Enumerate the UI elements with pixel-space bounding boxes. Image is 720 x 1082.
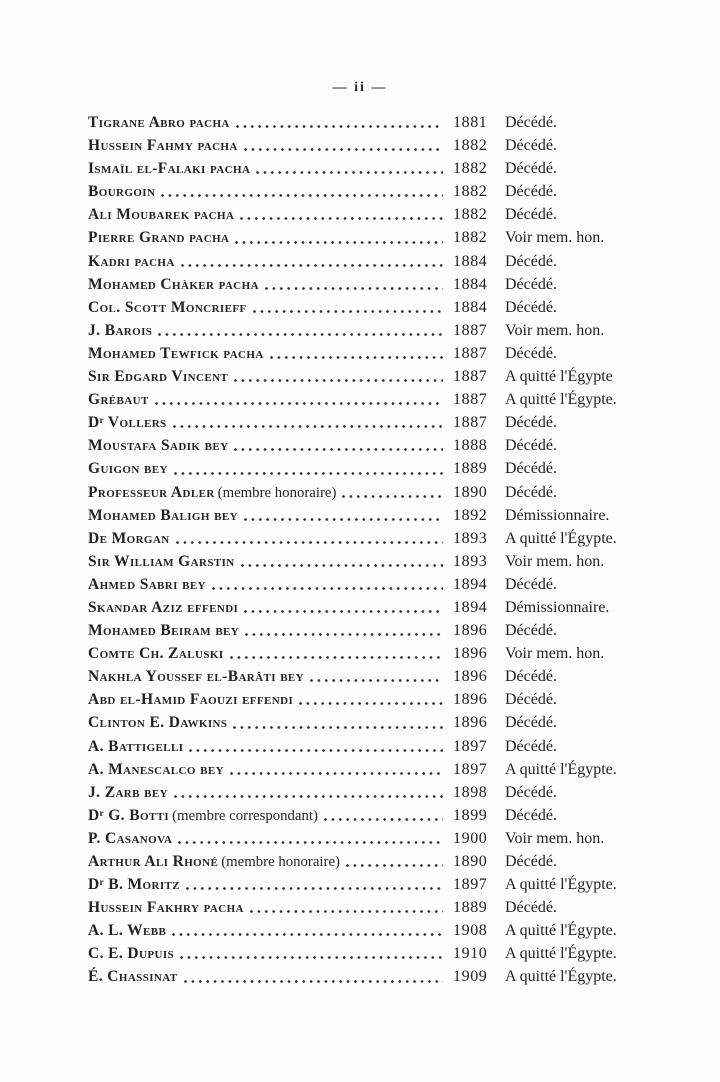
member-status: Décédé.	[505, 575, 557, 593]
member-name: Skandar Aziz effendi	[88, 598, 239, 616]
member-year: 1887	[453, 321, 488, 339]
member-year: 1896	[453, 714, 488, 732]
member-row	[88, 319, 640, 342]
member-row	[88, 919, 640, 942]
member-year: 1888	[453, 437, 488, 455]
member-row	[88, 850, 640, 873]
dot-leader	[245, 633, 443, 636]
member-year: 1889	[453, 460, 488, 478]
dot-leader	[342, 495, 443, 498]
dot-leader	[235, 241, 443, 244]
member-year: 1884	[453, 252, 488, 270]
member-row	[88, 642, 640, 665]
member-row	[88, 111, 640, 134]
member-name: Mohamed Tewfick pacha	[88, 344, 264, 362]
dot-leader	[180, 956, 443, 959]
member-status: Décédé.	[505, 206, 557, 224]
dot-leader	[241, 564, 443, 567]
member-row	[88, 157, 640, 180]
member-name: Grébaut	[88, 391, 149, 409]
dot-leader	[176, 541, 443, 544]
member-year: 1882	[453, 183, 488, 201]
member-row	[88, 758, 640, 781]
member-row	[88, 965, 640, 988]
member-row	[88, 273, 640, 296]
member-status: Démissionnaire.	[505, 506, 610, 524]
member-row	[88, 203, 640, 226]
dot-leader	[253, 310, 443, 313]
dot-leader	[189, 749, 443, 752]
member-name: Pierre Grand pacha	[88, 229, 230, 247]
member-status: Décédé.	[505, 691, 557, 709]
dot-leader	[234, 379, 443, 382]
member-name: Tigrane Abro pacha	[88, 114, 230, 131]
member-row	[88, 481, 640, 504]
dot-leader	[158, 333, 443, 336]
member-name: Clinton E. Dawkins	[88, 714, 228, 732]
member-year: 1887	[453, 391, 488, 409]
dot-leader	[174, 472, 443, 475]
member-year: 1909	[453, 968, 488, 986]
member-row	[88, 827, 640, 850]
member-note: (membre honoraire)	[221, 854, 340, 870]
member-year: 1908	[453, 922, 488, 940]
member-year: 1884	[453, 298, 488, 316]
member-status: Démissionnaire.	[505, 598, 610, 616]
dot-leader	[234, 448, 443, 451]
member-status: A quitté l'Égypte	[505, 368, 613, 386]
dot-leader	[310, 679, 443, 682]
member-year: 1910	[453, 945, 488, 963]
member-year: 1897	[453, 876, 488, 894]
member-status: Décédé.	[505, 483, 557, 501]
member-year: 1887	[453, 414, 488, 432]
member-name: Mohamed Chàker pacha	[88, 275, 259, 293]
member-status: Décédé.	[505, 737, 557, 755]
member-year: 1893	[453, 529, 488, 547]
dot-leader	[256, 171, 443, 174]
member-year: 1896	[453, 622, 488, 640]
member-row	[88, 688, 640, 711]
member-name: P. Casanova	[88, 829, 173, 847]
member-status: Décédé.	[505, 806, 557, 824]
dot-leader	[270, 356, 443, 359]
member-status: Décédé.	[505, 344, 557, 362]
dot-leader	[236, 125, 443, 128]
dot-leader	[174, 795, 443, 798]
member-status: Décédé.	[505, 622, 557, 640]
member-row	[88, 896, 640, 919]
member-row	[88, 527, 640, 550]
member-name: Ahmed Sabri bey	[88, 575, 206, 593]
member-row	[88, 504, 640, 527]
member-status: A quitté l'Égypte.	[505, 876, 617, 894]
member-status: Décédé.	[505, 414, 557, 432]
member-name: Dʳ B. Moritz	[88, 876, 180, 894]
dot-leader	[186, 887, 443, 890]
member-row	[88, 711, 640, 734]
member-row	[88, 873, 640, 896]
member-status: Décédé.	[505, 460, 557, 478]
member-name: J. Barois	[88, 321, 153, 339]
member-status: Voir mem. hon.	[505, 645, 605, 663]
member-status: Décédé.	[505, 668, 557, 686]
member-name: Ali Moubarek pacha	[88, 206, 235, 224]
member-status: Décédé.	[505, 714, 557, 732]
member-year: 1890	[453, 853, 488, 870]
member-name: Comte Ch. Zaluski	[88, 645, 224, 663]
member-year: 1899	[453, 806, 488, 824]
member-name: Bourgoin	[88, 183, 156, 201]
dot-leader	[173, 425, 443, 428]
member-status: Décédé.	[505, 252, 557, 270]
member-name: Sir William Garstin	[88, 552, 235, 570]
member-name: Dʳ Vollers	[88, 414, 167, 432]
member-year: 1894	[453, 575, 488, 593]
dot-leader	[172, 933, 443, 936]
member-row	[88, 550, 640, 573]
member-row	[88, 665, 640, 688]
member-year: 1884	[453, 275, 488, 293]
member-row	[88, 411, 640, 434]
member-row	[88, 735, 640, 758]
member-name: Abd el-Hamid Faouzi effendi	[88, 691, 294, 709]
dot-leader	[178, 841, 443, 844]
member-row	[88, 250, 640, 273]
member-year: 1900	[453, 829, 488, 847]
member-name: Moustafa Sadik bey	[88, 437, 229, 455]
dot-leader	[212, 587, 443, 590]
dot-leader	[265, 287, 443, 290]
member-status: A quitté l'Égypte.	[505, 922, 617, 940]
member-row	[88, 226, 640, 249]
member-row	[88, 942, 640, 965]
member-name: Sir Edgard Vincent	[88, 368, 229, 386]
member-status: Voir mem. hon.	[505, 321, 605, 339]
dot-leader	[155, 402, 443, 405]
member-status: A quitté l'Égypte.	[505, 529, 617, 547]
member-year: 1889	[453, 899, 488, 917]
member-name: Dʳ G. Botti	[88, 806, 170, 824]
dot-leader	[230, 656, 444, 659]
member-year: 1887	[453, 344, 488, 362]
member-year: 1882	[453, 160, 488, 178]
member-status: Décédé.	[505, 114, 557, 131]
member-status: Voir mem. hon.	[505, 229, 605, 247]
dot-leader	[161, 194, 443, 197]
member-status: Décédé.	[505, 275, 557, 293]
dot-leader	[324, 818, 443, 821]
member-row	[88, 457, 640, 480]
member-name: A. Manescalco bey	[88, 760, 224, 778]
member-name: A. L. Webb	[88, 922, 167, 940]
dot-leader	[299, 702, 443, 705]
member-note: (membre correspondant)	[172, 807, 318, 824]
member-name: A. Battigelli	[88, 737, 184, 755]
member-year: 1897	[453, 760, 488, 778]
member-year: 1897	[453, 737, 488, 755]
member-status: Décédé.	[505, 137, 557, 155]
member-row	[88, 342, 640, 365]
member-status: A quitté l'Égypte.	[505, 760, 617, 778]
member-year: 1882	[453, 229, 488, 247]
member-note: (membre honoraire)	[217, 484, 337, 501]
member-name: Hussein Fahmy pacha	[88, 137, 238, 155]
member-year: 1898	[453, 783, 488, 801]
dot-leader	[346, 864, 443, 867]
dot-leader	[184, 980, 443, 983]
member-name: Ismaïl el-Falaki pacha	[88, 160, 251, 178]
dot-leader	[244, 610, 443, 613]
dot-leader	[244, 148, 443, 151]
member-year: 1882	[453, 137, 488, 155]
member-row	[88, 781, 640, 804]
dot-leader	[250, 910, 443, 913]
dot-leader	[230, 772, 443, 775]
member-year: 1881	[453, 114, 488, 131]
dot-leader	[233, 726, 443, 729]
member-year: 1896	[453, 691, 488, 709]
dot-leader	[181, 264, 443, 267]
member-row	[88, 434, 640, 457]
member-row	[88, 296, 640, 319]
member-year: 1890	[453, 483, 488, 501]
member-name: Kadri pacha	[88, 252, 175, 270]
member-name: Col. Scott Moncrieff	[88, 298, 247, 316]
member-row	[88, 596, 640, 619]
page-number: — ii —	[332, 80, 388, 95]
member-name: Mohamed Baligh bey	[88, 506, 238, 524]
member-name: Nakhla Youssef el-Barâti bey	[88, 668, 305, 686]
member-year: 1887	[453, 368, 488, 386]
member-status: A quitté l'Égypte.	[505, 391, 617, 409]
member-name: De Morgan	[88, 529, 170, 547]
member-row	[88, 134, 640, 157]
member-name: Professeur Adler	[88, 483, 215, 501]
member-status: A quitté l'Égypte.	[505, 968, 617, 986]
member-name: Arthur Ali Rhoné	[88, 853, 219, 870]
dot-leader	[240, 217, 443, 220]
member-status: Voir mem. hon.	[505, 552, 605, 570]
member-row	[88, 573, 640, 596]
member-name: Mohamed Beiram bey	[88, 622, 240, 640]
member-status: Décédé.	[505, 437, 557, 455]
member-row	[88, 619, 640, 642]
member-row	[88, 388, 640, 411]
member-row	[88, 365, 640, 388]
member-name: É. Chassinat	[88, 968, 178, 986]
member-status: Décédé.	[505, 853, 557, 870]
member-name: J. Zarb bey	[88, 783, 168, 801]
member-year: 1894	[453, 598, 488, 616]
member-year: 1896	[453, 668, 488, 686]
dot-leader	[244, 518, 443, 521]
member-status: Décédé.	[505, 298, 557, 316]
member-status: Décédé.	[505, 183, 557, 201]
member-year: 1896	[453, 645, 488, 663]
member-list	[88, 111, 640, 989]
member-name: Guigon bey	[88, 460, 168, 478]
member-year: 1892	[453, 506, 488, 524]
member-status: Décédé.	[505, 160, 557, 178]
member-year: 1893	[453, 552, 488, 570]
member-status: Décédé.	[505, 783, 557, 801]
member-year: 1882	[453, 206, 488, 224]
member-row	[88, 180, 640, 203]
member-name: Hussein Fakhry pacha	[88, 899, 244, 917]
member-status: Décédé.	[505, 899, 557, 917]
member-row	[88, 804, 640, 827]
member-status: A quitté l'Égypte.	[505, 945, 617, 963]
member-status: Voir mem. hon.	[505, 829, 605, 847]
member-name: C. E. Dupuis	[88, 945, 175, 963]
